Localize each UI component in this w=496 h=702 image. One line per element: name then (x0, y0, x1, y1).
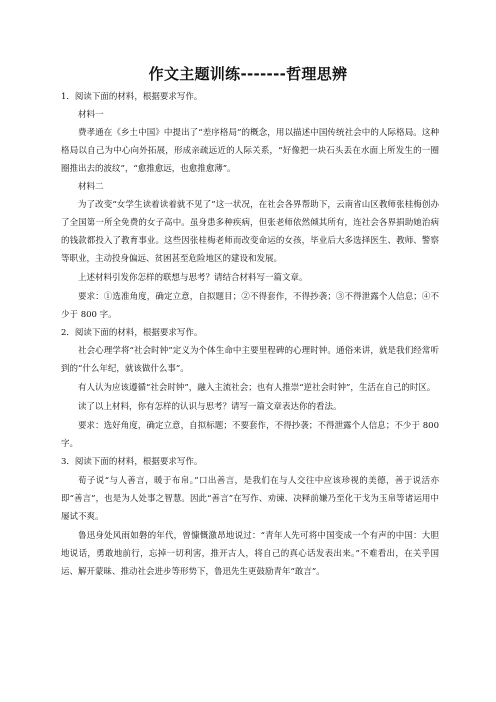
material-2-text: 为了改变“女学生读着读着就不见了”这一状况，在社会各界帮助下，云南省山区教师张桂梅创办了全国第一所全免费的女子高中。虽身患多种疾病，但张老师依然倾其所有，连社会各界捐助她治病的钱款都投入了教育事业。这些因张桂梅老师而改变命运的女孩，毕业后大多选择医生、教师、警察等职业，主动投身偏远、贫困甚至危险地区的建设和发展。 (61, 200, 439, 264)
question-2-prompt: 读了以上材料，你有怎样的认识与思考？请写一篇文章表达你的看法。 (78, 402, 342, 412)
material-1-label: 材料一 (78, 110, 104, 120)
question-2-heading: 2．阅读下面的材料，根据要求写作。 (61, 328, 203, 338)
question-3-text-2: 鲁迅身处风雨如磐的年代，曾慷慨激昂地说过：“青年人先可将中国变成一个有声的中国：大胆地说话，勇敢地前行，忘掉一切利害，推开古人，将自己的真心话发表出来。”不难看出，在关乎国运、解开蒙昧、推动社会进步等形势下，鲁迅先生更鼓励青年“敢言”。 (61, 531, 439, 577)
question-1-heading: 1．阅读下面的材料，根据要求写作。 (61, 92, 203, 102)
question-2-text-1: 社会心理学将“社会时钟”定义为个体生命中主要里程碑的心理时钟。通俗来讲，就是我们经常听到的“什么年纪，就该做什么事”。 (61, 346, 439, 374)
page-title: 作文主题训练-------哲理思辨 (148, 65, 348, 83)
material-2-label: 材料二 (78, 182, 104, 192)
question-2-requirements: 要求：选好角度，确定立意，自拟标题；不要套作，不得抄袭；不得泄露个人信息；不少于 800 字。 (61, 421, 439, 449)
question-3-heading: 3．阅读下面的材料，根据要求写作。 (61, 457, 203, 467)
question-1-prompt: 上述材料引发你怎样的联想与思考？请结合材料写一篇文章。 (78, 273, 308, 283)
material-1-text: 费孝通在《乡土中国》中提出了“差序格局”的概念，用以描述中国传统社会中的人际格局。这种格局以自己为中心向外拓展，形成亲疏远近的人际关系，“好像把一块石头丢在水面上所发生的一圈圈推出去的波纹”，“愈推愈远，也愈推愈薄”。 (61, 128, 439, 174)
document-body (61, 88, 439, 581)
question-2-text-2: 有人认为应该遵循“社会时钟”，融入主流社会；也有人推崇“逆社会时钟”，生活在自己的时区。 (78, 383, 436, 393)
question-1-requirements: 要求：①选准角度，确定立意，自拟题目；②不得套作，不得抄袭；③不得泄露个人信息；④不少于 800 字。 (61, 292, 439, 320)
question-3-text-1: 荀子说“与人善言，暖于布帛。”口出善言，是我们在与人交往中应该珍视的美德，善于说活亦即“善言”，也是为人处事之智慧。因此“善言”在写作、劝谏、决释前嫌乃至化干戈为玉帛等诸运用中屡试不爽。 (61, 476, 439, 522)
